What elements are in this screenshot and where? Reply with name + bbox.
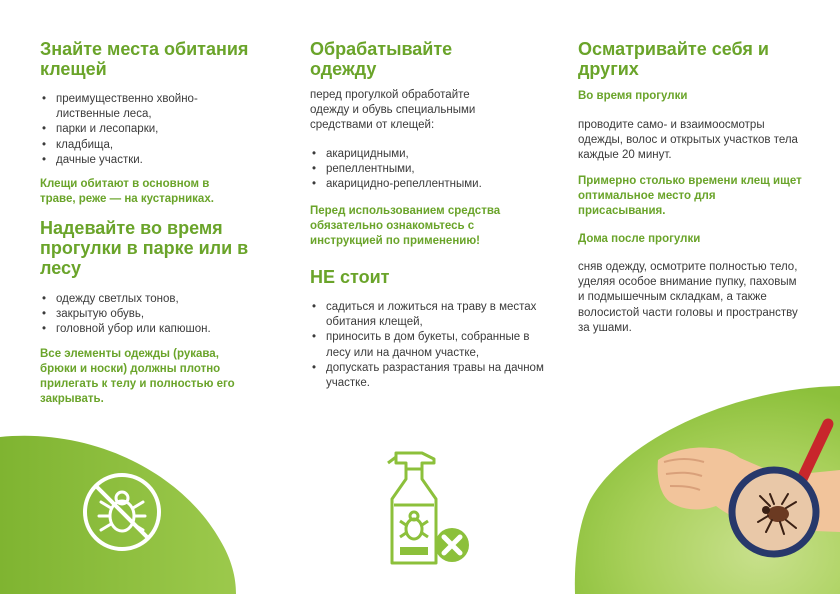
list-item: • садиться и ложиться на траву в местах обитания клещей, — [310, 300, 545, 330]
list-item: • дачные участки. — [40, 153, 260, 168]
list-item: • закрытую обувь, — [40, 307, 260, 322]
list-item: • головной убор или капюшон. — [40, 322, 260, 337]
heading-treat: Обрабатывайте одежду — [310, 39, 453, 80]
heading-inspect: Осматривайте себя и других — [578, 39, 769, 80]
list-item: • акарицидными, — [310, 147, 535, 162]
list-item: • кладбища, — [40, 138, 260, 153]
spray-bottle-icon — [378, 445, 474, 573]
list-item: • акарицидно-репеллентными. — [310, 177, 535, 192]
no-tick-icon — [80, 470, 164, 554]
list-item: • преимущественно хвойно-лиственные леса, — [40, 92, 260, 122]
intro-treat: перед прогулкой обработайте одежду и обувь специальными средствами от клещей: — [310, 89, 476, 132]
list-item: • парки и лесопарки, — [40, 122, 260, 137]
list-item: • репеллентными, — [310, 162, 535, 177]
magnifier-tick-hand-icon — [650, 410, 840, 594]
subheading-at-home: Дома после прогулки — [578, 233, 701, 245]
heading-places: Знайте места обитания клещей — [40, 39, 249, 80]
note-ticks-habitat: Клещи обитают в основном в траве, реже — на кустарниках. — [40, 178, 214, 205]
list-item: • приносить в дом букеты, собранные в лесу или на дачном участке, — [310, 330, 545, 360]
text-during-walk: проводите само- и взаимоосмотры одежды, волос и открытых участков тела каждые 20 минут. — [578, 119, 798, 162]
text-at-home: сняв одежду, осмотрите полностью тело, уделяя особое внимание пупку, паховым и подмышечным складкам, а также волосистой части головы и пространству за ушами. — [578, 261, 798, 334]
subheading-during-walk: Во время прогулки — [578, 90, 688, 102]
note-instructions: Перед использованием средства обязательно ознакомьтесь с инструкцией по применению! — [310, 205, 501, 247]
note-clothing: Все элементы одежды (рукава, брюки и носки) должны плотно прилегать к телу и полностью его закрывать. — [40, 348, 235, 405]
heading-clothing: Надевайте во время прогулки в парке или в лесу — [40, 218, 249, 279]
heading-dont: НЕ стоит — [310, 267, 390, 287]
list-item: • одежду светлых тонов, — [40, 292, 260, 307]
list-item: • допускать разрастания травы на дачном участке. — [310, 361, 545, 391]
note-attach-time: Примерно столько времени клещ ищет оптимальное место для присасывания. — [578, 175, 802, 217]
